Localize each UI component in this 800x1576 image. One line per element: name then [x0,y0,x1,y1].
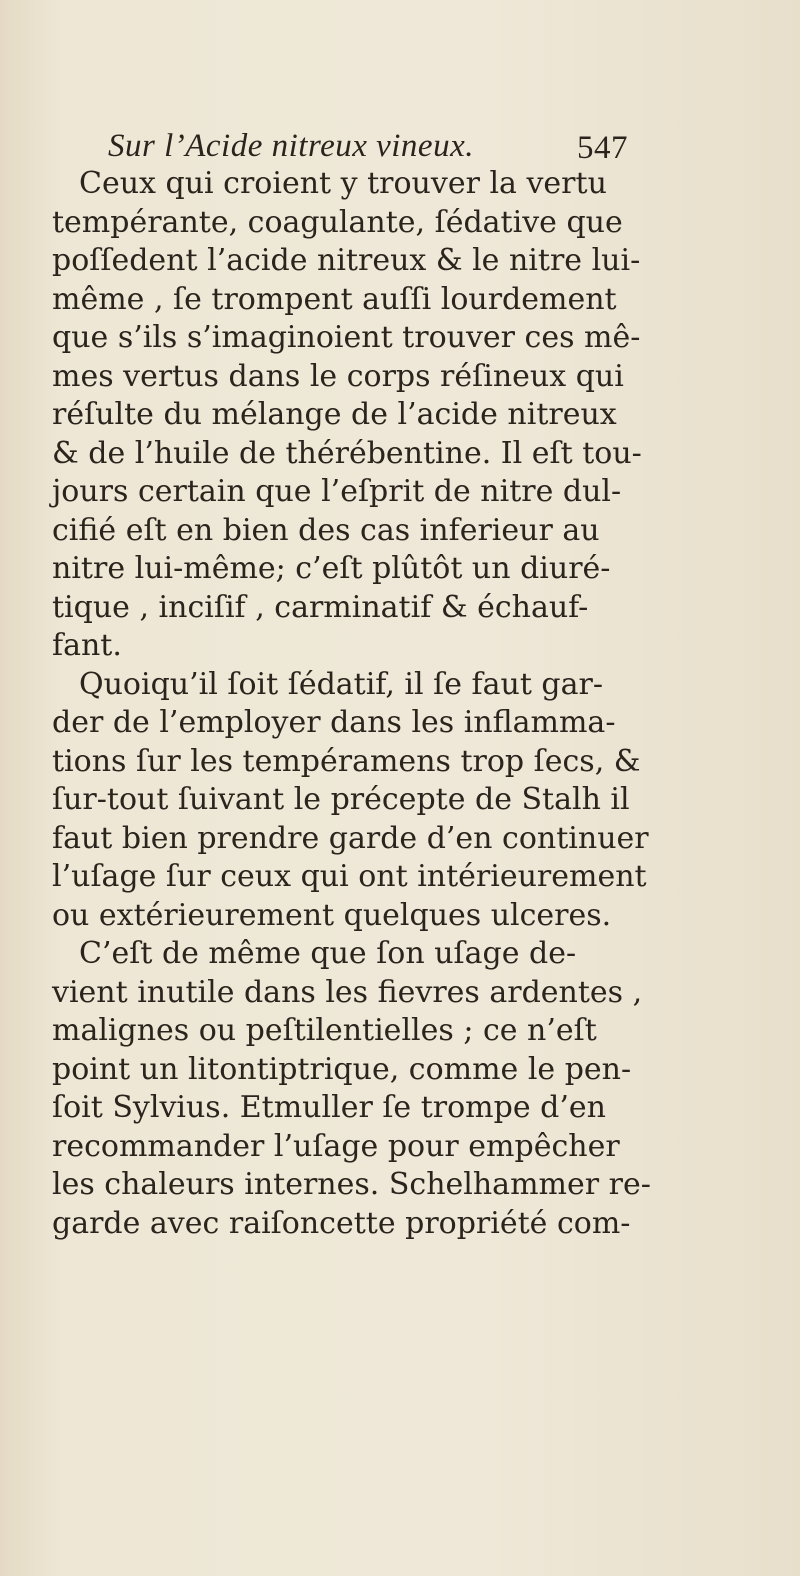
text-line: malignes ou peſtilentielles ; ce n’eſt [52,1013,597,1048]
text-line: réſulte du mélange de l’acide nitreux [52,397,617,432]
text-line: que s’ils s’imaginoient trouver ces mê- [52,320,641,355]
text-line: & de l’huile de thérébentine. Il eſt tou- [52,435,642,471]
text-line: même , ſe trompent auſſi lourdement [52,281,617,317]
page-body-text [52,165,651,1243]
text-line: faut bien prendre garde d’en continuer [52,820,649,856]
text-line: recommander l’uſage pour empêcher [52,1128,620,1164]
text-line: nitre lui-même; c’eſt plûtôt un diuré- [52,551,611,586]
text-line: der de l’employer dans les inflamma- [52,705,616,740]
running-title: Sur l’Acide nitreux vineux. [108,128,474,164]
text-line: Quoiqu’il ſoit ſédatif, il ſe faut gar- [79,666,604,702]
text-line: tions ſur les tempéramens trop ſecs, & [52,743,641,779]
text-line: l’uſage ſur ceux qui ont intérieurement [52,859,647,894]
text-line: poſſedent l’acide nitreux & le nitre lui- [52,243,641,278]
page-number: 547 [577,130,628,166]
text-line: ou extérieurement quelques ulceres. [52,897,612,933]
text-line: ſoit Sylvius. Etmuller ſe trompe d’en [52,1090,606,1125]
text-line: les chaleurs internes. Schelhammer re- [52,1167,651,1202]
text-line: garde avec raiſoncette propriété com- [52,1205,631,1241]
text-line: fant. [52,628,122,663]
text-line: tique , inciſif , carminatif & échauf- [52,589,589,625]
text-line: ſur-tout ſuivant le précepte de Stalh il [52,782,630,817]
text-line: C’eſt de même que ſon uſage de- [79,936,577,971]
text-line: Ceux qui croient y trouver la vertu [79,166,607,201]
text-line: mes vertus dans le corps réſineux qui [52,358,624,394]
text-line: vient inutile dans les fievres ardentes , [52,974,643,1010]
text-line: point un litontiptrique, comme le pen- [52,1051,632,1087]
text-line: jours certain que l’eſprit de nitre dul- [52,474,622,509]
text-line: cifié eſt en bien des cas inferieur au [52,512,600,548]
text-line: tempérante, coagulante, ſédative que [52,204,623,240]
